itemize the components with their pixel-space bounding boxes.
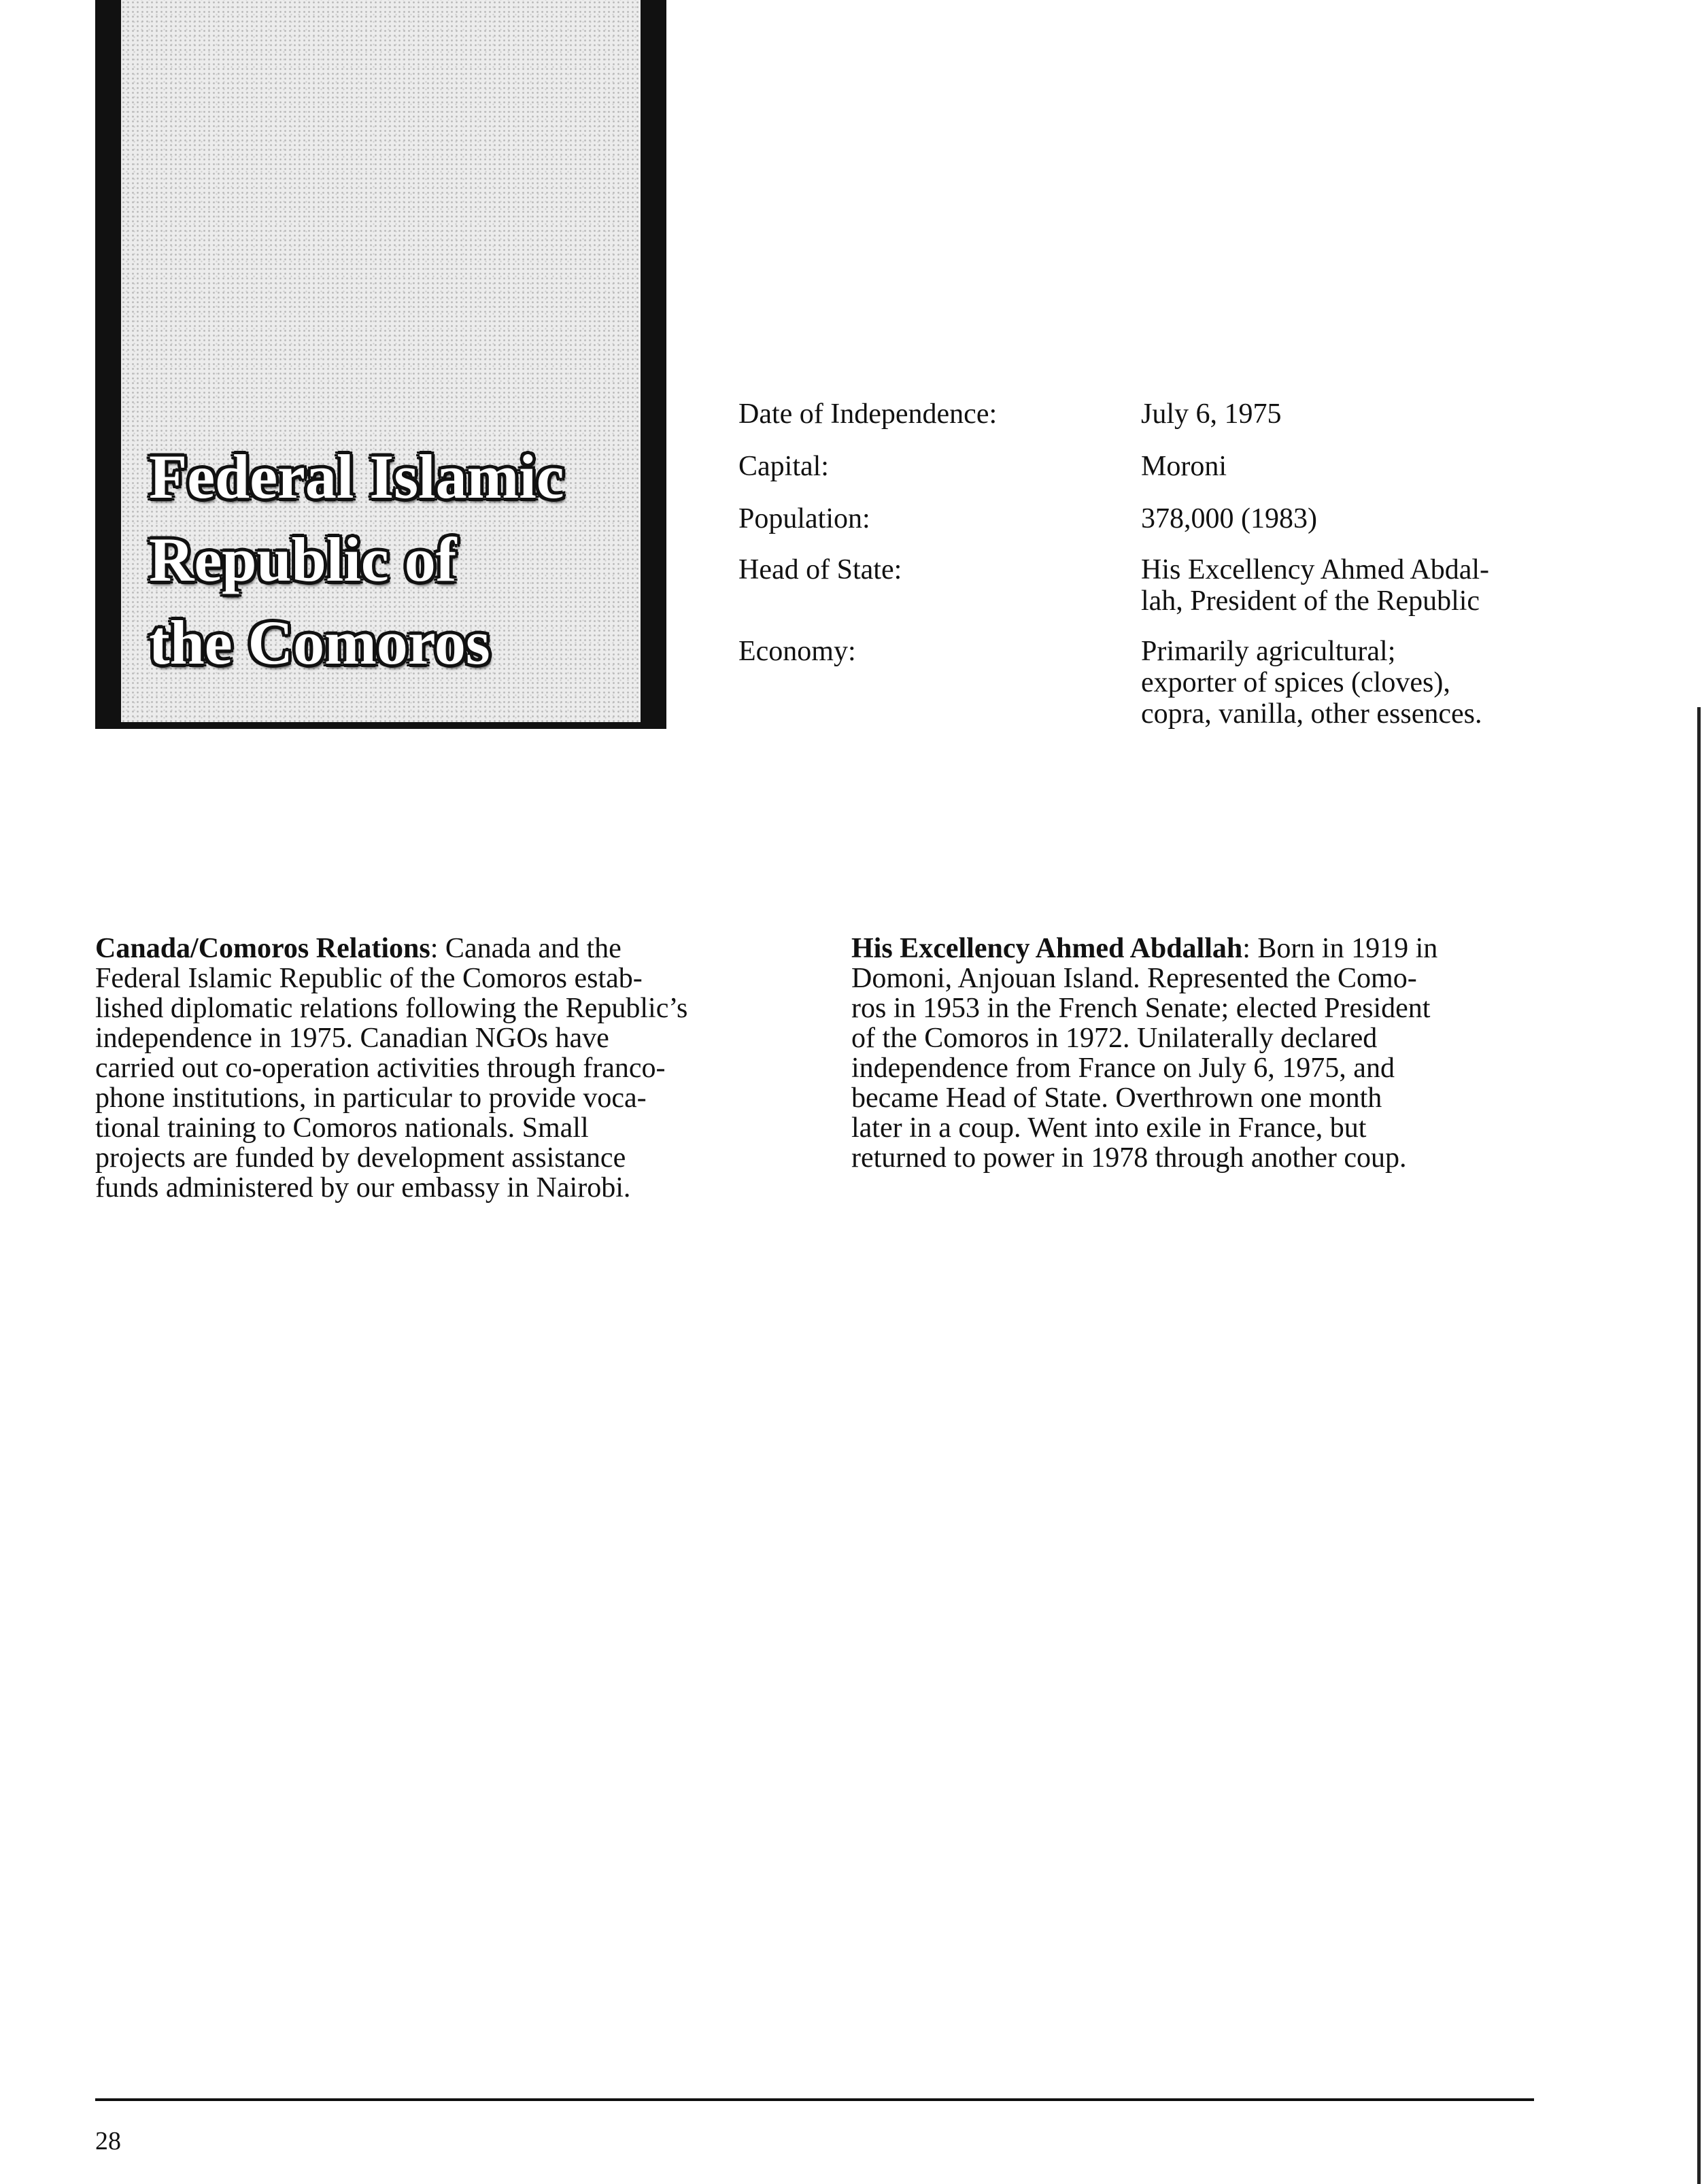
- fact-value-line: His Excellency Ahmed Abdal-: [1141, 554, 1490, 585]
- footer-rule: [95, 2098, 1534, 2101]
- biography-text: : Born in 1919 in: [1242, 933, 1438, 964]
- relations-paragraph: [95, 934, 775, 1203]
- biography-line: [851, 934, 1531, 963]
- relations-line: carried out co-operation activities through franco-: [95, 1053, 666, 1084]
- page-number: 28: [95, 2127, 121, 2155]
- country-facts: [738, 398, 1588, 738]
- relations-line: Federal Islamic Republic of the Comoros estab-: [95, 963, 643, 994]
- page-title: [149, 435, 652, 684]
- fact-value-line: lah, President of the Republic: [1141, 585, 1480, 617]
- biography-heading: His Excellency Ahmed Abdallah: [851, 933, 1243, 964]
- relations-line: tional training to Comoros nationals. Small: [95, 1112, 589, 1144]
- fact-row-capital: [738, 451, 1588, 503]
- title-panel: [95, 0, 666, 729]
- fact-row-economy: [738, 636, 1588, 738]
- fact-value: [1141, 554, 1549, 617]
- fact-value-line: exporter of spices (cloves),: [1141, 667, 1450, 698]
- fact-value-line: Primarily agricultural;: [1141, 636, 1396, 667]
- fact-row-independence: [738, 398, 1588, 451]
- fact-label: Capital:: [738, 451, 829, 482]
- title-line: the Comoros: [149, 608, 490, 677]
- relations-line: funds administered by our embassy in Nairobi.: [95, 1172, 631, 1204]
- fact-row-population: [738, 503, 1588, 554]
- fact-label: Population:: [738, 503, 870, 534]
- fact-label: Economy:: [738, 636, 856, 667]
- relations-line: independence in 1975. Canadian NGOs have: [95, 1023, 609, 1054]
- fact-value-line: copra, vanilla, other essences.: [1141, 698, 1482, 730]
- biography-line: ros in 1953 in the French Senate; elected President: [851, 993, 1431, 1024]
- relations-line: phone institutions, in particular to provide voca-: [95, 1082, 647, 1114]
- fact-row-head-of-state: [738, 554, 1588, 636]
- fact-value-line: July 6, 1975: [1141, 398, 1282, 430]
- biography-line: independence from France on July 6, 1975, and: [851, 1053, 1395, 1084]
- fact-value: [1141, 503, 1549, 534]
- fact-label: Head of State:: [738, 554, 902, 585]
- fact-value: [1141, 451, 1549, 482]
- title-line: Federal Islamic: [149, 442, 564, 511]
- fact-value: [1141, 398, 1549, 430]
- fact-value-line: Moroni: [1141, 451, 1227, 482]
- relations-line: [95, 934, 775, 963]
- biography-line: became Head of State. Overthrown one month: [851, 1082, 1382, 1114]
- biography-paragraph: [851, 934, 1531, 1173]
- fact-value: [1141, 636, 1549, 730]
- relations-line: projects are funded by development assistance: [95, 1142, 626, 1174]
- fact-label: Date of Independence:: [738, 398, 998, 430]
- biography-line: of the Comoros in 1972. Unilaterally declared: [851, 1023, 1378, 1054]
- relations-text: : Canada and the: [430, 933, 622, 964]
- biography-line: Domoni, Anjouan Island. Represented the Como-: [851, 963, 1417, 994]
- relations-heading: Canada/Comoros Relations: [95, 933, 430, 964]
- title-line: Republic of: [149, 525, 457, 594]
- biography-line: later in a coup. Went into exile in France, but: [851, 1112, 1367, 1144]
- relations-line: lished diplomatic relations following the Republic’s: [95, 993, 688, 1024]
- page-edge-shadow: [1697, 707, 1701, 2184]
- biography-line: returned to power in 1978 through another coup.: [851, 1142, 1407, 1174]
- fact-value-line: 378,000 (1983): [1141, 503, 1317, 534]
